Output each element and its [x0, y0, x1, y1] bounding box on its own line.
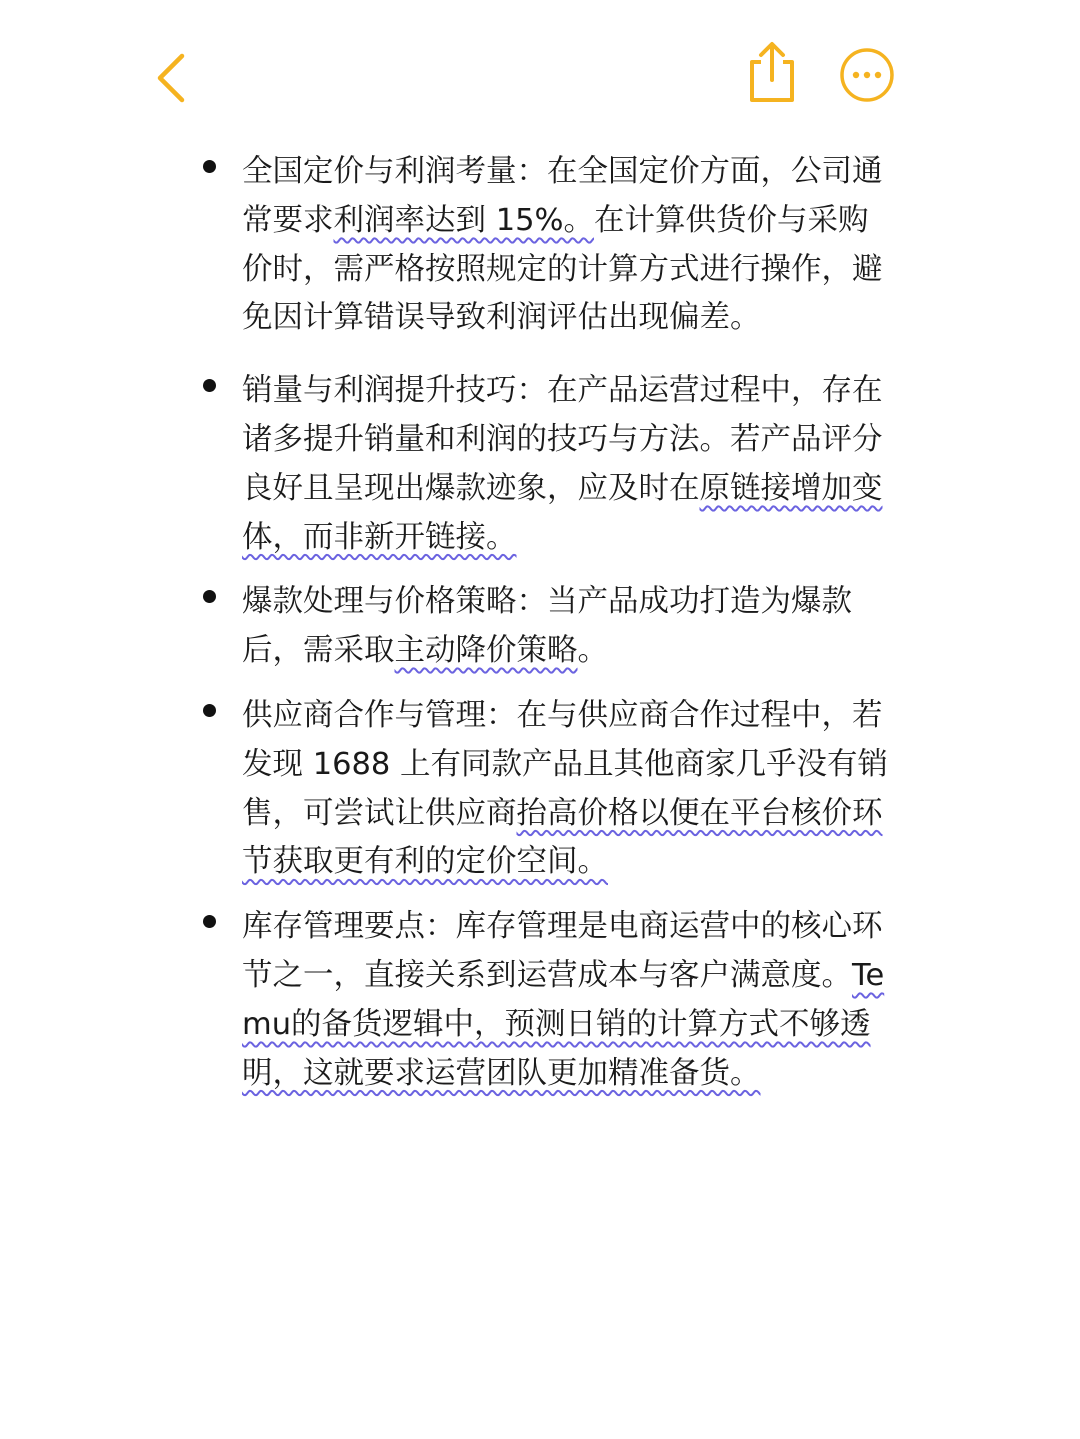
item-text-plain: 在计算供货价与采购价时，需严格按照规定的计算方式进行操作，避免因计算错误导致利润评估出现偏差。: [242, 202, 883, 336]
toolbar: [0, 0, 1080, 130]
list-item-text: [242, 148, 888, 343]
list-item-text: [242, 367, 888, 562]
bullet-list: [198, 148, 888, 1098]
list-item-text: [242, 692, 888, 887]
share-icon: [744, 40, 800, 106]
list-item: [198, 148, 888, 343]
more-ellipsis-icon: [838, 46, 896, 104]
item-text-plain: 全国定价与利润考量：在全国定价方面，公司通常要求: [242, 154, 883, 238]
item-text-underlined: Temu的备货逻辑中，预测日销的计算方式不够透明，这就要求运营团队更加精准备货。: [242, 957, 885, 1091]
list-item: [198, 903, 888, 1098]
item-text-plain: 。: [577, 633, 608, 669]
bullet-dot: [203, 704, 216, 717]
note-body[interactable]: [198, 148, 888, 1114]
bullet-dot: [203, 160, 216, 173]
list-item-text: [242, 903, 888, 1098]
bullet-dot: [203, 590, 216, 603]
more-button[interactable]: [838, 46, 896, 104]
share-button[interactable]: [744, 40, 800, 106]
item-text-underlined: 主动降价策略: [394, 633, 578, 669]
item-text-plain: 库存管理要点：库存管理是电商运营中的核心环节之一，直接关系到运营成本与客户满意度。: [242, 909, 883, 993]
item-text-underlined: 抬高价格以便在平台核价环节获取更有利的定价空间。: [242, 795, 883, 880]
list-item: [198, 692, 888, 887]
item-text-plain: 爆款处理与价格策略：当产品成功打造为爆款后，需采取: [242, 584, 852, 669]
item-text-underlined: 利润率达到 15%。: [333, 202, 594, 238]
bullet-dot: [203, 379, 216, 392]
list-item: [198, 578, 888, 676]
chevron-left-icon: [148, 48, 198, 108]
bullet-dot: [203, 915, 216, 928]
item-text-underlined: 原链接增加变体，而非新开链接。: [242, 470, 883, 555]
list-item: [198, 367, 888, 562]
item-text-plain: 销量与利润提升技巧：在产品运营过程中，存在诸多提升销量和利润的技巧与方法。若产品评分良好且呈现出爆款迹象，应及时在: [242, 373, 883, 506]
back-button[interactable]: [148, 48, 198, 108]
list-item-text: [242, 578, 888, 676]
item-text-plain: 供应商合作与管理：在与供应商合作过程中，若发现 1688 上有同款产品且其他商家几乎没有销售，可尝试让供应商: [242, 697, 889, 831]
